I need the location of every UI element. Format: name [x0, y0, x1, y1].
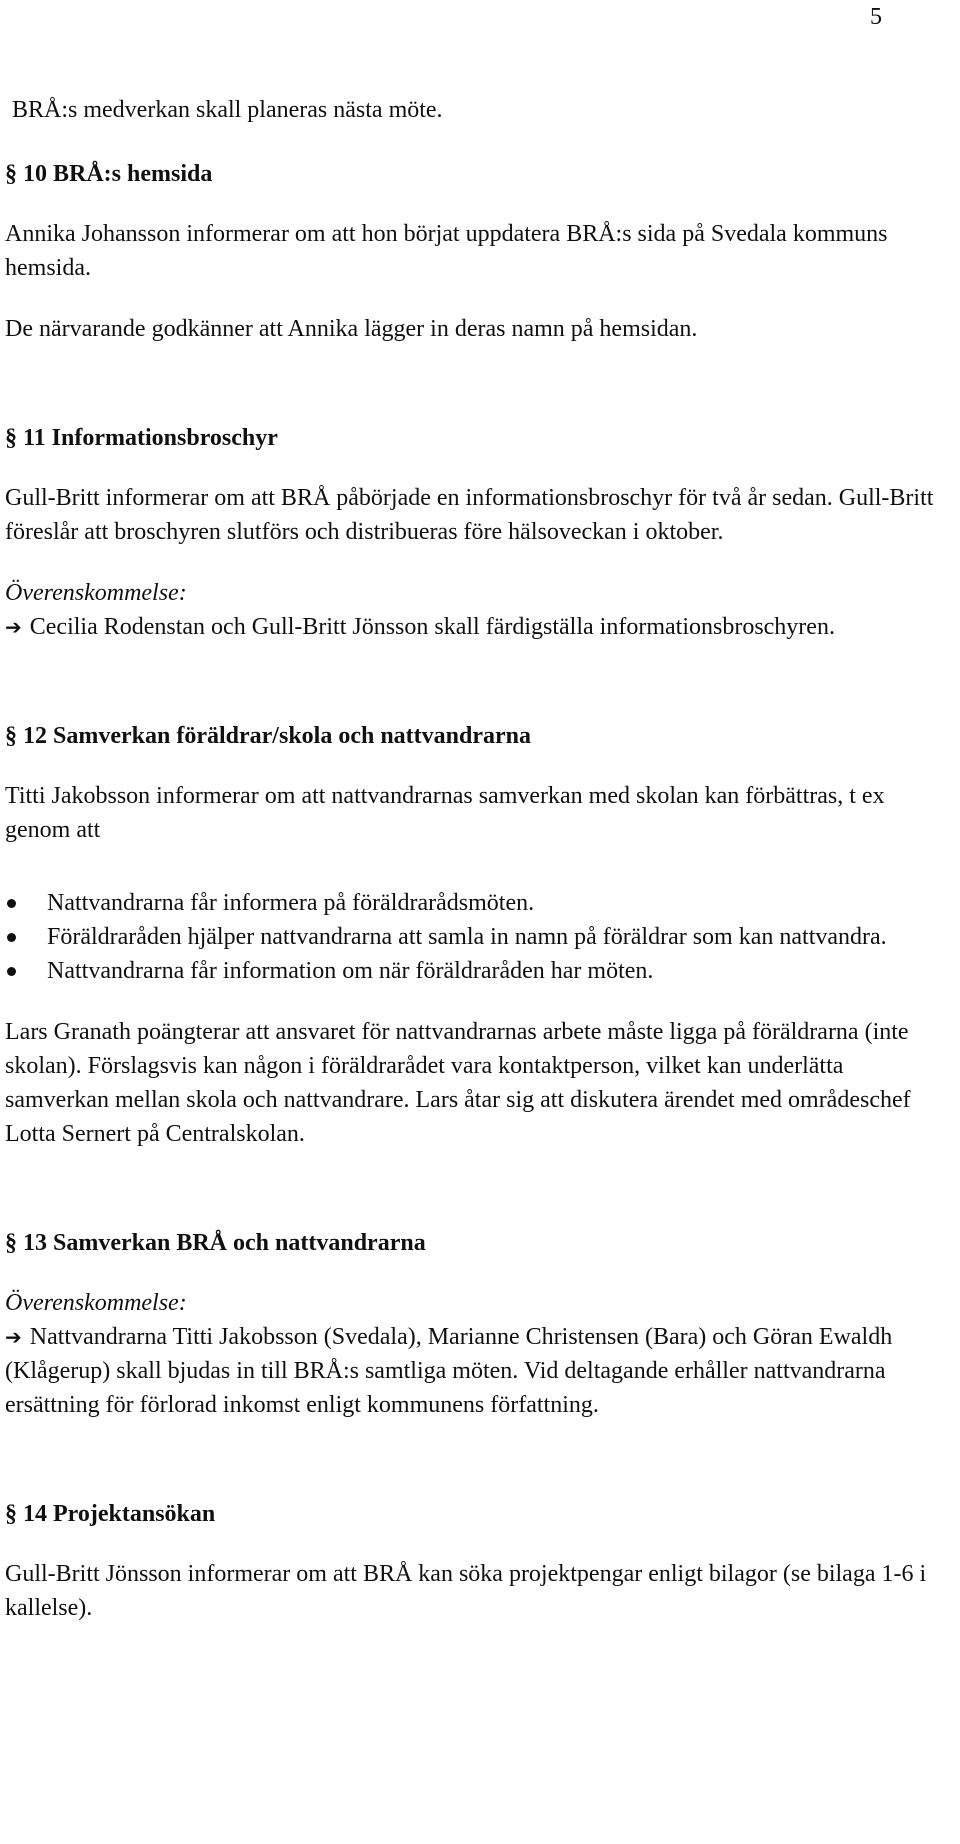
- intro-text: BRÅ:s medverkan skall planeras nästa möte.: [12, 97, 443, 123]
- section-12-heading: § 12 Samverkan föräldrar/skola och nattvandrarna: [5, 723, 532, 749]
- section-12-bullet-list: [5, 886, 945, 988]
- right-arrow-icon: ➔: [5, 1325, 22, 1349]
- list-item: Nattvandrarna får informera på föräldrarådsmöten.: [5, 886, 945, 920]
- section-11-heading: § 11 Informationsbroschyr: [5, 425, 278, 451]
- list-item: Föräldraråden hjälper nattvandrarna att samla in namn på föräldrar som kan nattvandra.: [5, 920, 945, 954]
- section-11-paragraph-1: Gull-Britt informerar om att BRÅ påbörjade en informationsbroschyr för två år sedan. Gull-Britt föreslår att broschyren slutförs och distribueras före hälsoveckan i oktober.: [5, 485, 934, 545]
- section-10-paragraph-2: De närvarande godkänner att Annika lägger in deras namn på hemsidan.: [5, 316, 698, 342]
- page-number: 5: [870, 4, 882, 30]
- section-11-agreement: [5, 610, 945, 644]
- right-arrow-icon: ➔: [5, 615, 22, 639]
- section-13-agreement-label: Överenskommelse:: [5, 1290, 187, 1316]
- section-13-agreement: [5, 1320, 945, 1422]
- section-12-paragraph-1: Titti Jakobsson informerar om att nattvandrarnas samverkan med skolan kan förbättras, t ex genom att: [5, 783, 885, 843]
- section-11-agreement-label: Överenskommelse:: [5, 580, 187, 606]
- document-body: [5, 93, 945, 1652]
- list-item: Nattvandrarna får information om när föräldraråden har möten.: [5, 954, 945, 988]
- section-10-heading: § 10 BRÅ:s hemsida: [5, 161, 213, 187]
- section-13-heading: § 13 Samverkan BRÅ och nattvandrarna: [5, 1230, 426, 1256]
- section-14-paragraph-1: Gull-Britt Jönsson informerar om att BRÅ kan söka projektpengar enligt bilagor (se bilaga 1-6 i kallelse).: [5, 1561, 927, 1621]
- section-14-heading: § 14 Projektansökan: [5, 1501, 216, 1527]
- section-13-agreement-text: Nattvandrarna Titti Jakobsson (Svedala), Marianne Christensen (Bara) och Göran Ewaldh (Klågerup) skall bjudas in till BRÅ:s samtliga möten. Vid deltagande erhåller nattvandrarna ersättning för förlorad inkomst enligt kommunens författning.: [5, 1324, 893, 1418]
- section-12-paragraph-2: Lars Granath poängterar att ansvaret för nattvandrarnas arbete måste ligga på föräldrarna (inte skolan). Förslagsvis kan någon i föräldrarådet vara kontaktperson, vilket kan underlätta samverkan mellan skola och nattvandrare. Lars åtar sig att diskutera ärendet med områdeschef Lotta Sernert på Centralskolan.: [5, 1019, 911, 1147]
- section-10-paragraph-1: Annika Johansson informerar om att hon börjat uppdatera BRÅ:s sida på Svedala kommuns hemsida.: [5, 221, 888, 281]
- section-11-agreement-text: Cecilia Rodenstan och Gull-Britt Jönsson skall färdigställa informationsbroschyren.: [29, 614, 835, 640]
